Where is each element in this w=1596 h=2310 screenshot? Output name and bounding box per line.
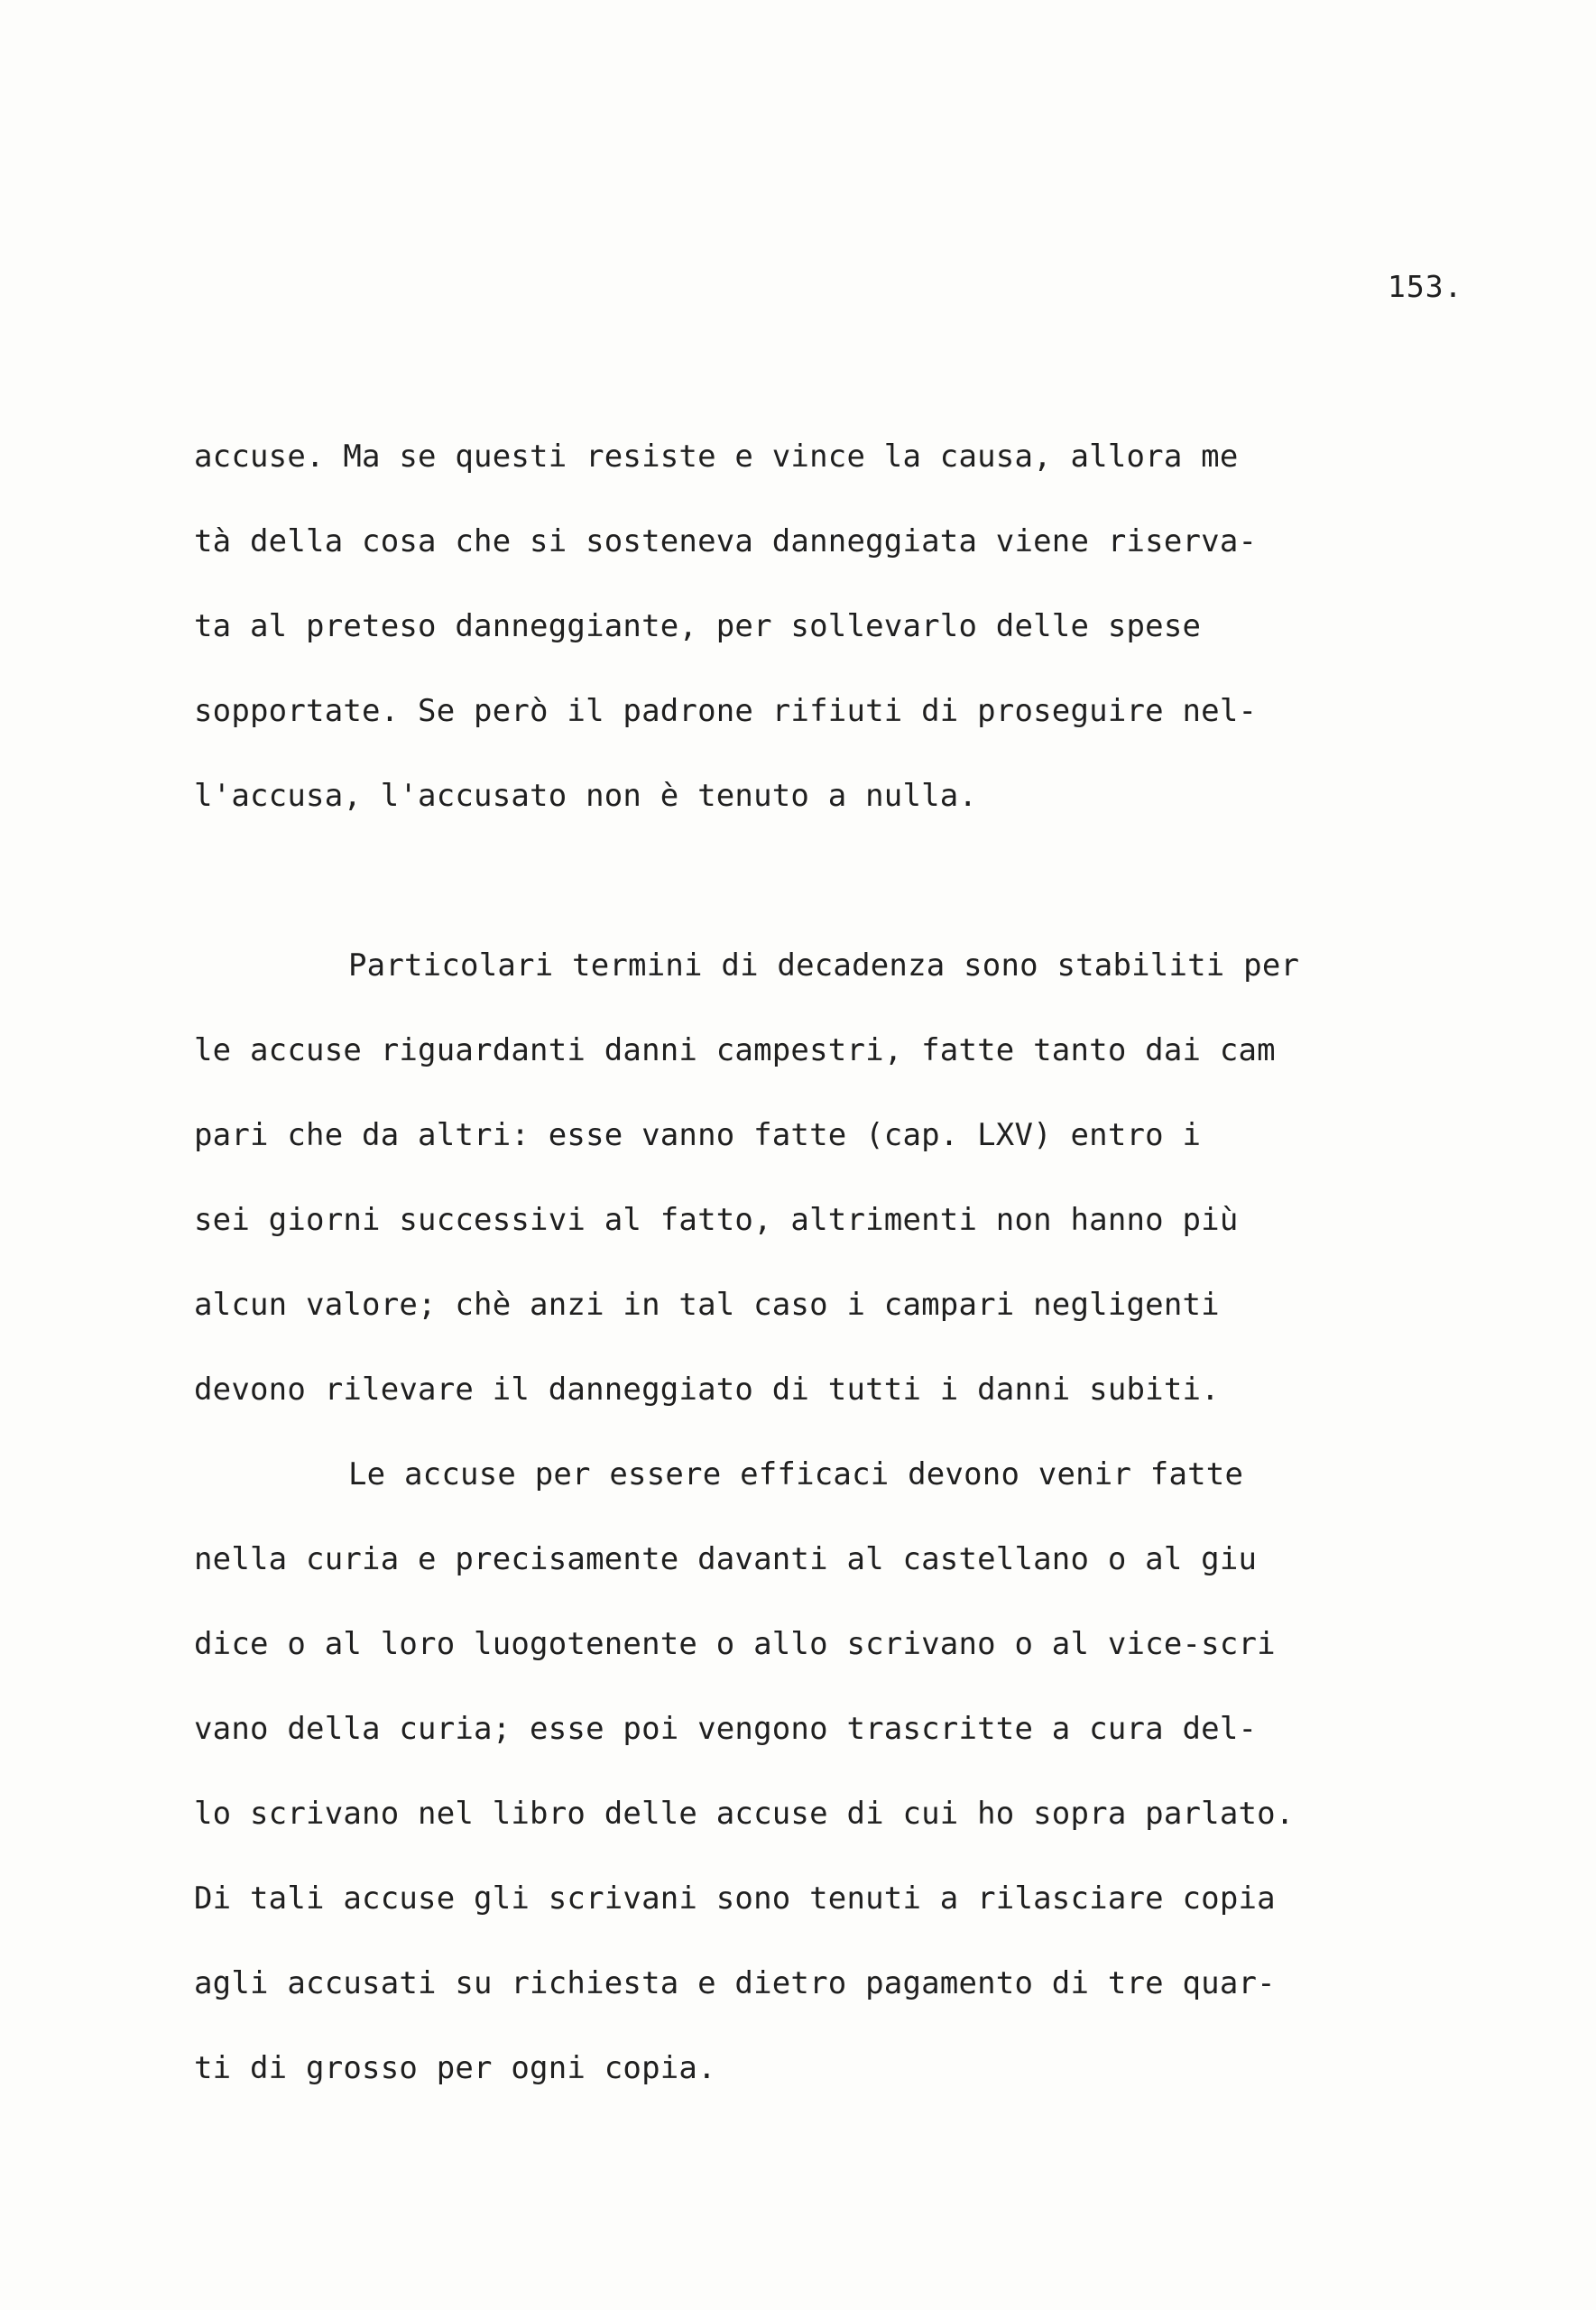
text-line: Le accuse per essere efficaci devono venir fatte (348, 1456, 1244, 1492)
text-line: dice o al loro luogotenente o allo scrivano o al vice-scri (194, 1626, 1276, 1662)
text-line: accuse. Ma se questi resiste e vince la causa, allora me (194, 439, 1239, 475)
text-line: devono rilevare il danneggiato di tutti i danni subiti. (194, 1372, 1220, 1408)
page-number: 153. (1388, 269, 1463, 304)
text-line: nella curia e precisamente davanti al castellano o al giu (194, 1541, 1258, 1577)
text-line: vano della curia; esse poi vengono trascritte a cura del- (194, 1711, 1258, 1747)
text-line: le accuse riguardanti danni campestri, fatte tanto dai cam (194, 1032, 1276, 1068)
text-line: sei giorni successivi al fatto, altrimenti non hanno più (194, 1202, 1239, 1238)
text-line: agli accusati su richiesta e dietro pagamento di tre quar- (194, 1965, 1276, 2001)
text-line: pari che da altri: esse vanno fatte (cap. LXV) entro i (194, 1117, 1202, 1153)
text-line: lo scrivano nel libro delle accuse di cui ho sopra parlato. (194, 1796, 1295, 1832)
text-line: alcun valore; chè anzi in tal caso i campari negligenti (194, 1287, 1220, 1323)
text-line: ta al preteso danneggiante, per sollevarlo delle spese (194, 608, 1202, 644)
text-line: Di tali accuse gli scrivani sono tenuti a rilasciare copia (194, 1880, 1276, 1917)
text-line: ti di grosso per ogni copia. (194, 2050, 716, 2086)
text-line: Particolari termini di decadenza sono stabiliti per (348, 947, 1300, 984)
text-line: sopportate. Se però il padrone rifiuti di proseguire nel- (194, 693, 1258, 729)
text-line: tà della cosa che si sosteneva danneggiata viene riserva- (194, 523, 1258, 559)
text-line: l'accusa, l'accusato non è tenuto a nulla. (194, 778, 978, 814)
